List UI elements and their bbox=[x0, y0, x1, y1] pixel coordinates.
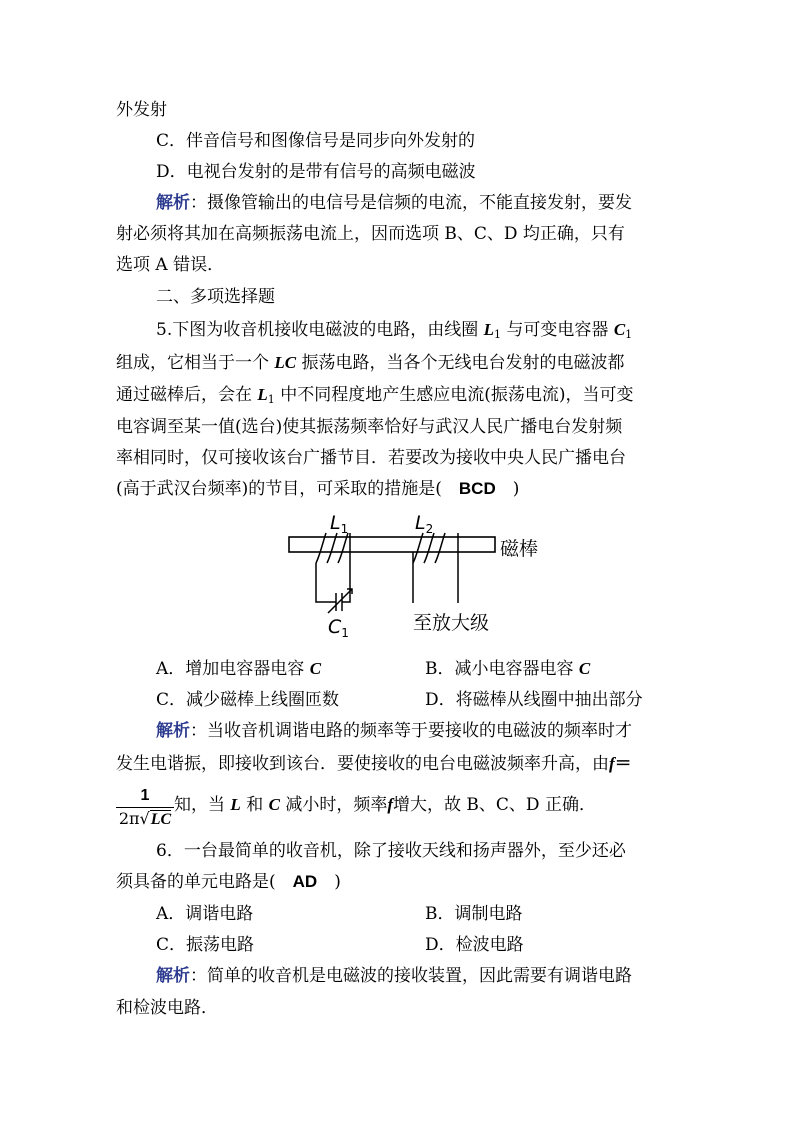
q5-text: 通过磁棒后，会在 bbox=[116, 385, 258, 405]
fraction-numerator: 1 bbox=[140, 787, 150, 804]
explanation-tag: 解析 bbox=[156, 721, 190, 741]
q5-text: 中不同程度地产生感应电流(振荡电流)，当可变 bbox=[274, 385, 634, 405]
explanation-line: 和检波电路． bbox=[116, 998, 218, 1018]
q5-text: 振荡电路，当各个无线电台发射的电磁波都 bbox=[296, 353, 625, 373]
explanation-tag: 解析 bbox=[156, 966, 190, 986]
label-rod: 磁棒 bbox=[500, 538, 539, 560]
circuit-diagram bbox=[270, 505, 570, 645]
answer: BCD bbox=[458, 479, 496, 498]
option-d: D．检波电路 bbox=[425, 935, 524, 955]
text-line: 外发射 bbox=[116, 100, 167, 120]
q5-text: 与可变电容器 bbox=[501, 320, 614, 340]
question-6-line: 6．一台最简单的收音机，除了接收天线和扬声器外，至少还必 bbox=[156, 841, 626, 861]
subscript: 1 bbox=[625, 328, 633, 341]
question-5-line bbox=[116, 351, 625, 375]
explanation-text: ：简单的收音机是电磁波的接收装置，因此需要有调谐电路 bbox=[190, 966, 632, 986]
explanation-text: 发生电谐振，即接收到该台．要使接收的电台电磁波频率升高，由 bbox=[116, 754, 609, 774]
var-L: L bbox=[483, 320, 495, 339]
section-heading: 二、多项选择题 bbox=[156, 287, 275, 307]
q5-text: 5.下图为收音机接收电磁波的电路，由线圈 bbox=[156, 320, 484, 340]
q6-text: 须具备的单元电路是( bbox=[116, 872, 293, 892]
explanation-line bbox=[156, 191, 632, 215]
question-5-line bbox=[116, 477, 519, 501]
option-c: C．减少磁棒上线圈匝数 bbox=[156, 690, 340, 710]
subscript: 1 bbox=[494, 328, 502, 341]
var-LC: LC bbox=[274, 353, 297, 372]
option-a bbox=[156, 657, 321, 681]
coil-L2 bbox=[413, 533, 458, 603]
label-L1: $L_1$ bbox=[330, 512, 349, 536]
explanation-text: 知，当 bbox=[174, 795, 231, 815]
explanation-line: 射必须将其加在高频振荡电流上，因而选项 B、C、D 均正确，只有 bbox=[116, 224, 625, 244]
explanation-text: ：摄像管输出的电信号是信频的电流，不能直接发射，要发 bbox=[190, 193, 632, 213]
formula-fraction bbox=[116, 786, 174, 830]
q6-text: ) bbox=[317, 872, 341, 892]
subscript: 1 bbox=[267, 393, 275, 406]
explanation-text: 增大，故 B、C、D 正确． bbox=[393, 795, 596, 815]
question-5-line bbox=[156, 318, 632, 347]
explanation-line bbox=[156, 719, 632, 743]
option-text: B．减小电容器电容 bbox=[425, 659, 579, 679]
var-f: f bbox=[609, 754, 615, 773]
magnetic-rod bbox=[289, 537, 495, 552]
equals-sign: ＝ bbox=[614, 754, 632, 774]
var-C: C bbox=[578, 659, 591, 678]
question-6-line bbox=[116, 870, 341, 894]
explanation-text: ：当收音机调谐电路的频率等于要接收的电磁波的频率时才 bbox=[190, 721, 632, 741]
var-C: C bbox=[613, 320, 626, 339]
var-LC: LC bbox=[150, 811, 172, 828]
option-text: A．增加电容器电容 bbox=[156, 659, 310, 679]
label-C1: $C_1$ bbox=[328, 616, 349, 640]
option-a: A．调谐电路 bbox=[156, 904, 254, 924]
coil-L1 bbox=[316, 533, 350, 576]
option-c: C．伴音信号和图像信号是同步向外发射的 bbox=[156, 131, 476, 151]
question-5-line: 率相同时，仅可接收该台广播节目．若要改为接收中央人民广播电台 bbox=[116, 448, 626, 468]
label-amplifier: 至放大级 bbox=[413, 612, 490, 634]
capacitor-circuit bbox=[316, 576, 352, 613]
option-c: C．振荡电路 bbox=[156, 935, 255, 955]
explanation-line bbox=[174, 793, 596, 817]
two-pi: 2π bbox=[118, 809, 140, 828]
label-L2: $L_2$ bbox=[415, 512, 434, 536]
option-d: D．将磁棒从线圈中抽出部分 bbox=[425, 690, 643, 710]
var-C: C bbox=[309, 659, 322, 678]
explanation-line: 选项 A 错误． bbox=[116, 255, 225, 275]
option-b bbox=[425, 657, 590, 681]
q5-text: 组成，它相当于一个 bbox=[116, 353, 275, 373]
q5-text: ) bbox=[495, 479, 520, 499]
explanation-text: 和 bbox=[240, 795, 269, 815]
option-b: B．调制电路 bbox=[425, 904, 523, 924]
explanation-text: 减小时，频率 bbox=[279, 795, 388, 815]
var-f: f bbox=[387, 795, 394, 814]
q5-text: (高于武汉台频率)的节目，可采取的措施是( bbox=[116, 479, 459, 499]
option-d: D．电视台发射的是带有信号的高频电磁波 bbox=[156, 162, 476, 182]
fraction-bar bbox=[116, 807, 174, 808]
fraction-denominator: 2π√LC bbox=[118, 809, 172, 828]
var-L: L bbox=[230, 795, 241, 814]
question-5-line: 电容调至某一值(选台)使其振荡频率恰好与武汉人民广播电台发射频 bbox=[116, 417, 623, 437]
explanation-line bbox=[156, 964, 632, 988]
answer: AD bbox=[292, 872, 318, 891]
explanation-line bbox=[116, 752, 632, 776]
var-L: L bbox=[257, 385, 268, 404]
explanation-tag: 解析 bbox=[156, 193, 190, 213]
question-5-line bbox=[116, 383, 633, 412]
var-C: C bbox=[268, 795, 280, 814]
